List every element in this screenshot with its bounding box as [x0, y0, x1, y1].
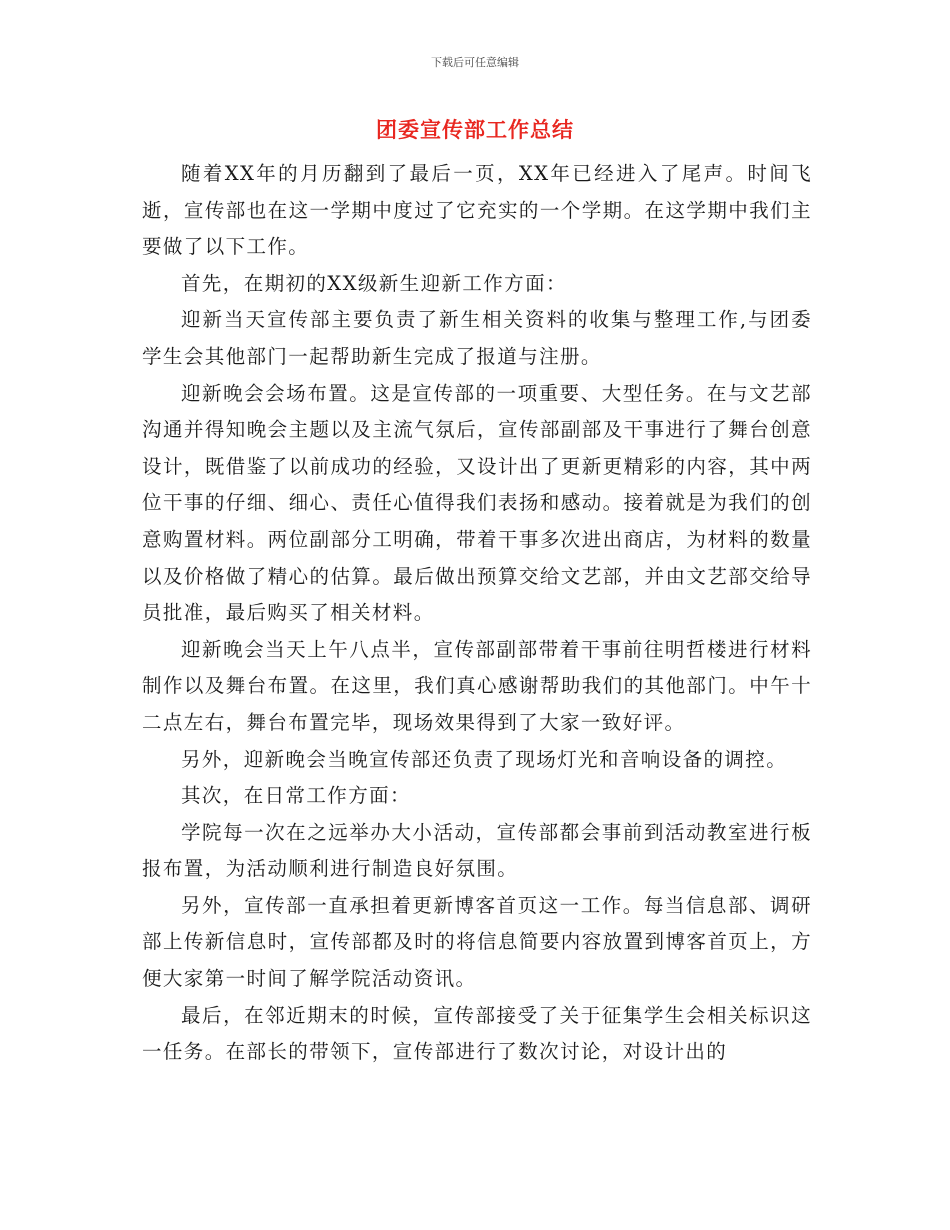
- paragraph: 迎新晚会会场布置。这是宣传部的一项重要、大型任务。在与文艺部沟通并得知晚会主题以及主流气氛后，宣传部副部及干事进行了舞台创意设计，既借鉴了以前成功的经验，又设计出了更新更精彩的内容，其中两位干事的仔细、细心、责任心值得我们表扬和感动。接着就是为我们的创意购置材料。两位副部分工明确，带着干事多次进出商店，为材料的数量以及价格做了精心的估算。最后做出预算交给文艺部，并由文艺部交给导员批准，最后购买了相关材料。: [142, 381, 812, 625]
- paragraph: 其次，在日常工作方面：: [181, 784, 411, 808]
- paragraph: 迎新晚会当天上午八点半，宣传部副部带着干事前往明哲楼进行材料制作以及舞台布置。在这里，我们真心感谢帮助我们的其他部门。中午十二点左右，舞台布置完毕，现场效果得到了大家一致好评。: [142, 637, 812, 734]
- header-note: 下载后可任意编辑: [431, 56, 519, 69]
- document-title: 团委宣传部工作总结: [376, 118, 574, 142]
- paragraph: 学院每一次在之远举办大小活动，宣传部都会事前到活动教室进行板报布置，为活动顺利进行制造良好氛围。: [142, 820, 812, 881]
- paragraph: 另外，迎新晚会当晚宣传部还负责了现场灯光和音响设备的调控。: [181, 747, 788, 771]
- paragraph: 首先，在期初的XX级新生迎新工作方面：: [181, 271, 567, 295]
- paragraph: 随着XX年的月历翻到了最后一页，XX年已经进入了尾声。时间飞逝，宣传部也在这一学期中度过了它充实的一个学期。在这学期中我们主要做了以下工作。: [142, 162, 812, 259]
- paragraph: 最后，在邻近期末的时候，宣传部接受了关于征集学生会相关标识这一任务。在部长的带领下，宣传部进行了数次讨论，对设计出的: [142, 1003, 812, 1064]
- paragraph: 迎新当天宣传部主要负责了新生相关资料的收集与整理工作,与团委学生会其他部门一起帮助新生完成了报道与注册。: [142, 308, 812, 368]
- document-body: [142, 156, 812, 1071]
- paragraph: 另外，宣传部一直承担着更新博客首页这一工作。每当信息部、调研部上传新信息时，宣传部都及时的将信息简要内容放置到博客首页上，方便大家第一时间了解学院活动资讯。: [142, 893, 812, 991]
